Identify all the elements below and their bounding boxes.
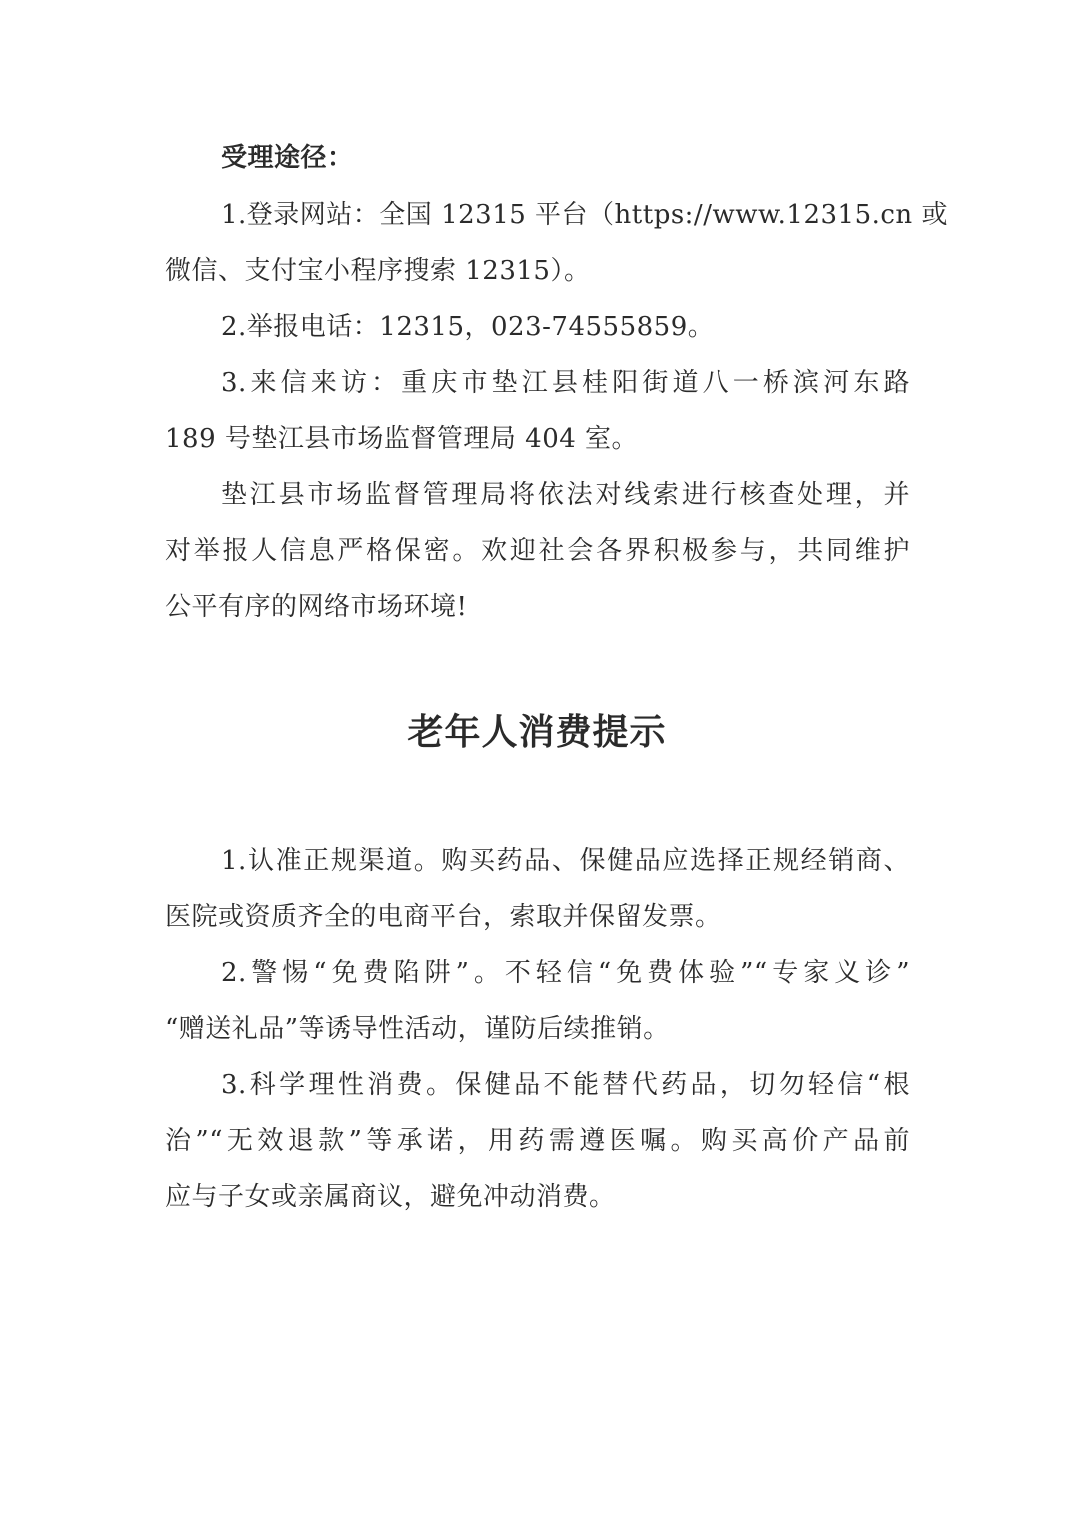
channel-item-phone: 2.举报电话：12315，023-74555859。	[221, 312, 715, 342]
tip2-line2: “赠送礼品”等诱导性活动，谨防后续推销。	[165, 1014, 670, 1044]
tip2-line1: 2.警惕“免费陷阱”。不轻信“免费体验”“专家义诊”	[221, 958, 910, 988]
closing-paragraph-line1: 垫江县市场监督管理局将依法对线索进行核查处理，并	[221, 480, 910, 510]
tip3-line3: 应与子女或亲属商议，避免冲动消费。	[165, 1182, 616, 1212]
page-title-elderly-consumption: 老年人消费提示	[407, 711, 667, 753]
tip1-line2: 医院或资质齐全的电商平台，索取并保留发票。	[165, 902, 722, 932]
channel-item-visit-line2: 189 号垫江县市场监督管理局 404 室。	[165, 424, 639, 454]
tip3-line2: 治”“无效退款”等承诺，用药需遵医嘱。购买高价产品前	[165, 1126, 910, 1156]
tip1-line1: 1.认准正规渠道。购买药品、保健品应选择正规经销商、	[221, 846, 910, 876]
channel-item-visit-line1: 3.来信来访：重庆市垫江县桂阳街道八一桥滨河东路	[221, 368, 910, 398]
closing-paragraph-line3: 公平有序的网络市场环境!	[165, 592, 468, 622]
tip3-line1: 3.科学理性消费。保健品不能替代药品，切勿轻信“根	[221, 1070, 910, 1100]
section-heading-channels: 受理途径：	[221, 143, 354, 173]
channel-item-website-line1: 1.登录网站：全国 12315 平台（https://www.12315.cn 或	[221, 200, 948, 230]
channel-item-website-line2: 微信、支付宝小程序搜索 12315）。	[165, 256, 591, 286]
closing-paragraph-line2: 对举报人信息严格保密。欢迎社会各界积极参与，共同维护	[165, 536, 910, 566]
